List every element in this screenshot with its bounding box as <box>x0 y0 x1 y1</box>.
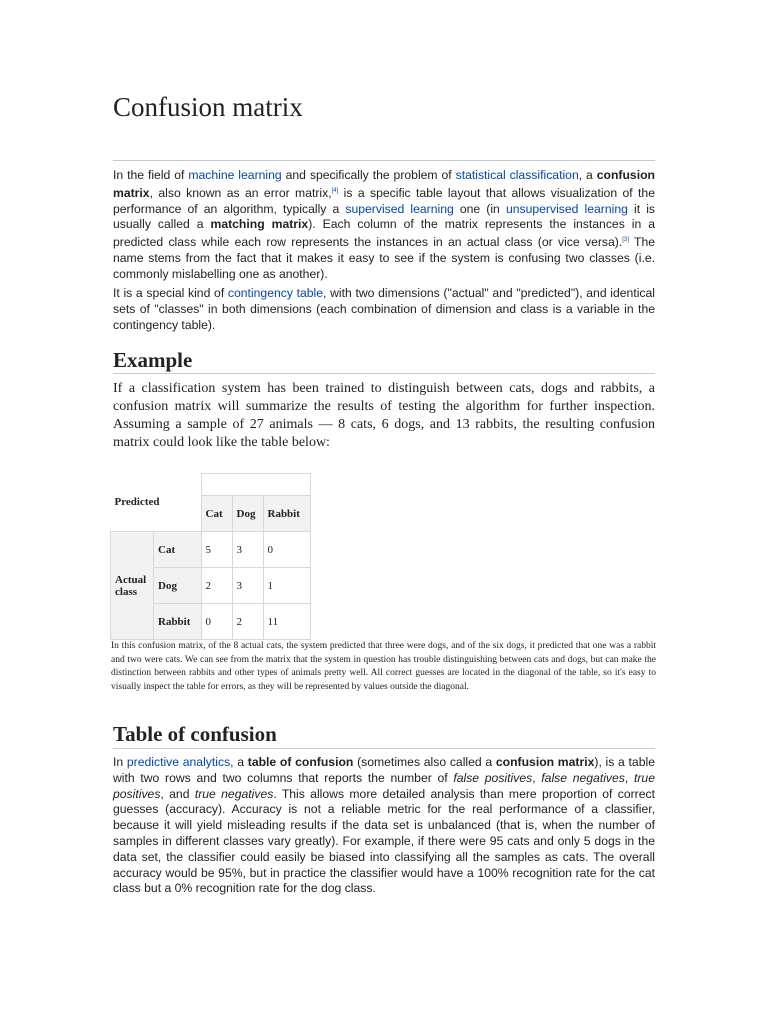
row-header-dog: Dog <box>154 568 202 604</box>
cell-rabbit-cat: 0 <box>201 604 232 640</box>
row-header-rabbit: Rabbit <box>154 604 202 640</box>
link-machine-learning[interactable]: machine learning <box>188 168 282 182</box>
link-supervised-learning[interactable]: supervised learning <box>345 201 454 216</box>
cell-rabbit-dog: 2 <box>232 604 263 640</box>
col-header-cat: Cat <box>201 496 232 532</box>
link-predictive-analytics[interactable]: predictive analytics <box>126 755 231 769</box>
example-paragraph: If a classification system has been trained to distinguish between cats, dogs and rabbits, a confusion matrix will summarize the results of testing the algorithm for further inspection. Assuming a sample of 27 animals — 8 cats, 6 dogs, and 13 rabbits, the resulting confusion matrix could look like the table below: <box>113 381 655 450</box>
intro-paragraph-2: It is a special kind of contingency table, with two dimensions ("actual" and "predicted"), and identical sets of "classes" in both dimensions (each combination of dimension and class is a variable in the contingency table). <box>113 286 655 332</box>
intro-paragraph-1: In the field of machine learning and specifically the problem of statistical classification, a confusion matrix, also known as an error matrix,[4] is a specific table layout that allows visualization of the performance of an algorithm, typically a supervised learning one (in unsupervised learning it is usually called a matching matrix). Each column of the matrix represents the instances in a predicted class while each row represents the instances in an actual class (or vice versa).[3] The name stems from the fact that it makes it easy to see if the system is confusing two classes (i.e. commonly mislabelling one as another). <box>113 168 656 281</box>
cell-dog-rabbit: 1 <box>263 568 310 604</box>
cell-cat-rabbit: 0 <box>263 532 310 568</box>
link-statistical-classification[interactable]: statistical classification <box>455 168 579 182</box>
page-title: Confusion matrix <box>113 92 303 122</box>
example-divider <box>113 373 655 374</box>
cell-dog-cat: 2 <box>201 568 232 604</box>
example-heading: Example <box>113 348 193 372</box>
table-caption: In this confusion matrix, of the 8 actual cats, the system predicted that three were dogs, and of the six dogs, it predicted that one was a rabbit and two were cats. We can see from the matrix that the system in question has trouble distinguishing between cats and dogs, but can make the distinction between rabbits and other types of animals pretty well. All correct guesses are located in the diagonal of the table, so it's easy to visually inspect the table for errors, as they will be represented by values outside the diagonal. <box>111 641 656 692</box>
cell-dog-dog: 3 <box>232 568 263 604</box>
table-of-confusion-paragraph: In predictive analytics, a table of confusion (sometimes also called a confusion matrix), is a table with two rows and two columns that reports the number of false positives, false negatives, true positives, and true negatives. This allows more detailed analysis than mere proportion of correct guesses (accuracy). Accuracy is not a reliable metric for the real performance of a classifier, because it will yield misleading results if the data set is unbalanced (that is, when the number of samples in different classes vary greatly). For example, if there were 95 cats and only 5 dogs in the data set, the classifier could easily be biased into classifying all the samples as cats. The overall accuracy would be 95%, but in practice the classifier would have a 100% recognition rate for the cat class but a 0% recognition rate for the dog class. <box>113 755 655 896</box>
confusion-matrix-table <box>110 473 311 640</box>
table-of-confusion-divider <box>113 748 655 749</box>
cell-cat-cat: 5 <box>201 532 232 568</box>
citation-ref-3[interactable]: [3] <box>622 237 629 244</box>
citation-ref-4[interactable]: [4] <box>331 187 339 194</box>
cell-cat-dog: 3 <box>232 532 263 568</box>
col-header-rabbit: Rabbit <box>263 496 310 532</box>
link-contingency-table[interactable]: contingency table <box>227 286 324 300</box>
link-unsupervised-learning[interactable]: unsupervised learning <box>505 201 628 216</box>
col-header-dog: Dog <box>232 496 263 532</box>
title-divider <box>113 160 655 161</box>
table-of-confusion-heading: Table of confusion <box>113 722 277 746</box>
predicted-label: Predicted <box>114 496 160 509</box>
actual-class-label: Actual class <box>111 532 154 640</box>
row-header-cat: Cat <box>154 532 202 568</box>
cell-rabbit-rabbit: 11 <box>263 604 310 640</box>
